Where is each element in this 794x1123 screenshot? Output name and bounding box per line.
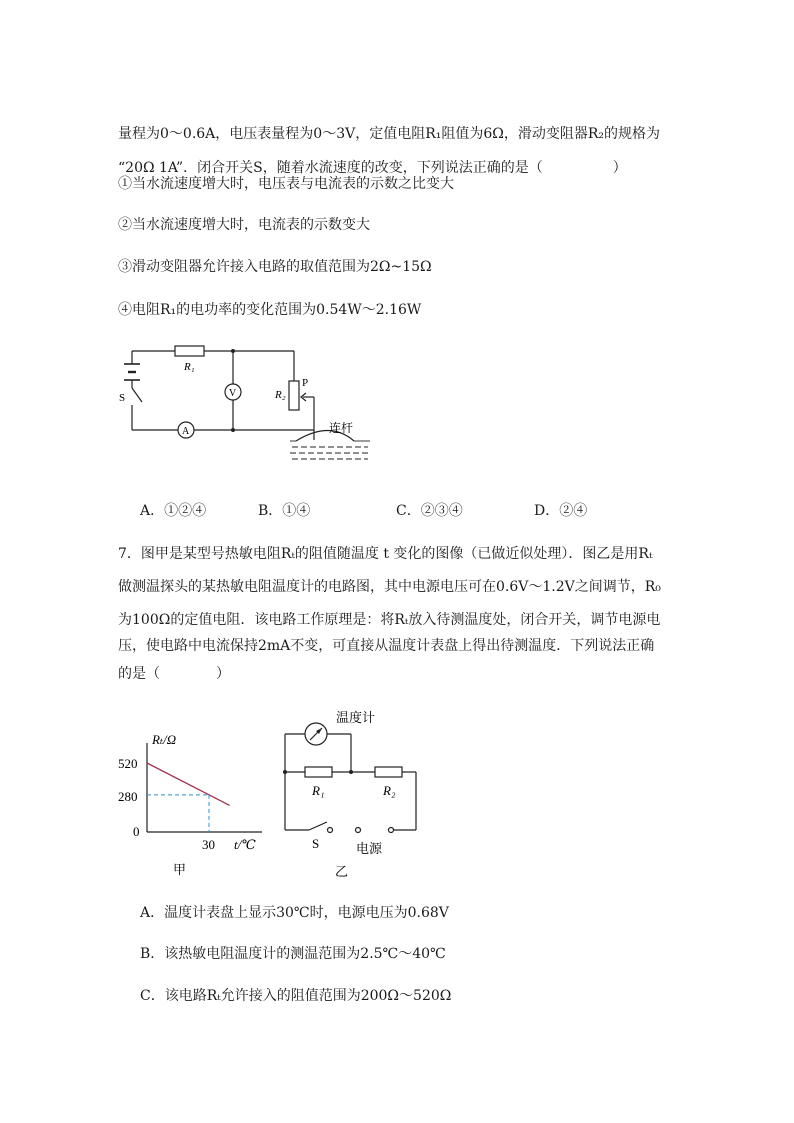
tick-x-30: 30 (202, 837, 215, 852)
switch-s-label: S (119, 392, 126, 404)
ammeter-label: A (182, 426, 190, 437)
q7-line-3: 为100Ω的定值电阻．该电路工作原理是：将Rₜ放入待测温度处，闭合开关，调节电源电 (118, 612, 661, 628)
q6-statement-3: ③滑动变阻器允许接入电路的取值范围为2Ω~15Ω (118, 259, 432, 275)
q6-line-1: 量程为0～0.6A，电压表量程为0～3V，定值电阻R₁阻值为6Ω，滑动变阻器R₂的规格为 (118, 126, 661, 142)
tick-origin: 0 (133, 824, 140, 839)
voltmeter-label: V (229, 388, 237, 399)
q6-option-b: B．①④ (258, 503, 311, 519)
rod-label: 连杆 (329, 421, 354, 435)
power-source-label: 电源 (356, 841, 383, 856)
graph-ylabel: Rₜ/Ω (152, 732, 177, 747)
q7-option-a: A．温度计表盘上显示30℃时，电源电压为0.68V (140, 905, 449, 921)
tick-y-280: 280 (118, 789, 138, 804)
q7-option-c: C．该电路Rₜ允许接入的阻值范围为200Ω～520Ω (140, 988, 452, 1004)
q7-line-2: 做测温探头的某热敏电阻温度计的电路图，其中电源电压可在0.6V～1.2V之间调节，R₀ (118, 579, 661, 595)
q7-line-5: 的是（ ） (118, 666, 230, 682)
c2-r2-label: R₂ (383, 783, 396, 798)
slider-p-label: P (302, 377, 309, 389)
q7-line-4: 压，使电路中电流保持2mA不变，可直接从温度计表盘上得出待测温度．下列说法正确 (118, 638, 655, 654)
q6-option-a: A．①②④ (140, 503, 207, 519)
circuit2-caption: 乙 (335, 864, 349, 879)
graph-xlabel: t/℃ (234, 837, 256, 852)
q6-r1-label: R₁ (184, 361, 195, 373)
q6-statement-2: ②当水流速度增大时，电流表的示数变大 (118, 217, 370, 233)
q6-statement-1: ①当水流速度增大时，电压表与电流表的示数之比变大 (118, 176, 454, 192)
q6-statement-4: ④电阻R₁的电功率的变化范围为0.54W～2.16W (118, 302, 422, 318)
q6-line-2: “20Ω 1A”．闭合开关S，随着水流速度的改变，下列说法正确的是（ ） (118, 160, 627, 176)
q6-option-c: C．②③④ (396, 503, 463, 519)
c2-r1-label: R₁ (312, 783, 325, 798)
q6-r2-label: R₂ (275, 389, 286, 401)
c2-switch-label: S (312, 836, 320, 851)
tick-y-520: 520 (118, 756, 138, 771)
thermometer-label: 温度计 (336, 710, 376, 725)
q6-option-d: D．②④ (534, 503, 588, 519)
q7-option-b: B．该热敏电阻温度计的测温范围为2.5℃～40℃ (140, 946, 446, 962)
q7-line-1: 7．图甲是某型号热敏电阻Rₜ的阻值随温度 t 变化的图像（已做近似处理）．图乙是用Rₜ (118, 546, 653, 562)
graph-caption: 甲 (173, 862, 187, 877)
